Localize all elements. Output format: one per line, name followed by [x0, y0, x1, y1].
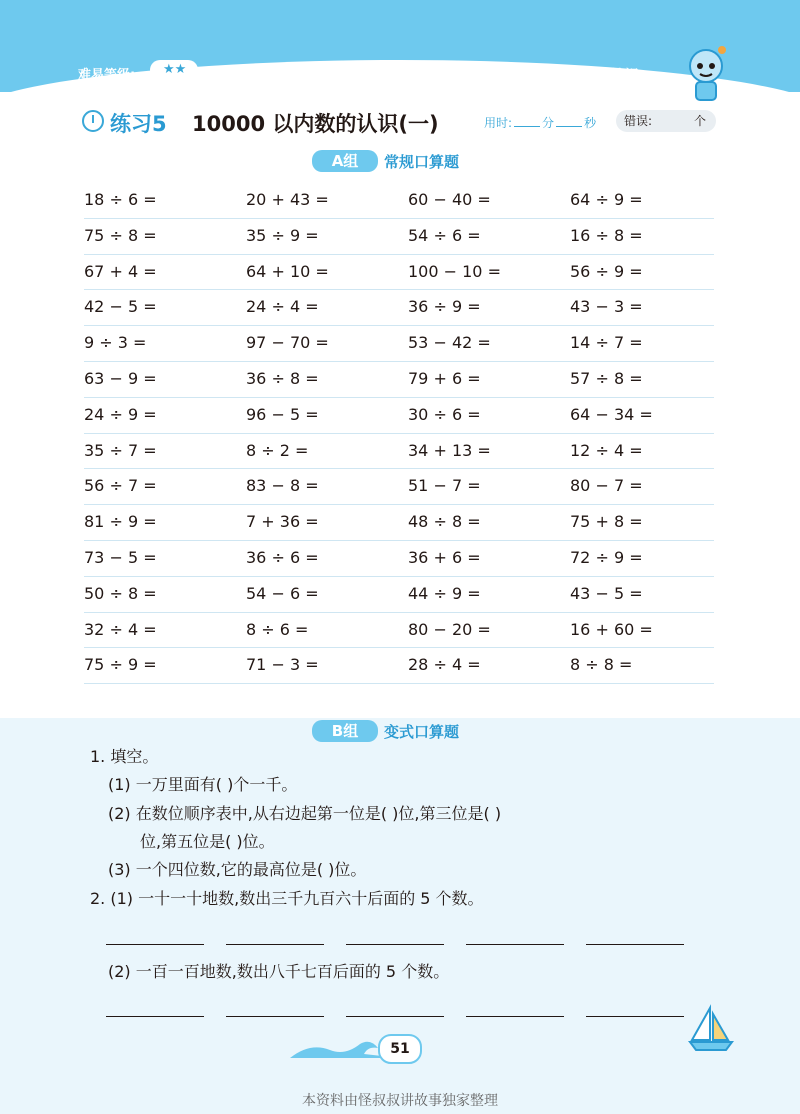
question-2-1: 2. (1) 一十一十地数,数出三千九百六十后面的 5 个数。	[90, 889, 484, 908]
group-b-name: 变式口算题	[384, 723, 460, 741]
answer-blank[interactable]	[106, 1016, 204, 1017]
question-1-2b: 位,第五位是( )位。	[140, 832, 275, 851]
problem-row	[84, 434, 714, 470]
arithmetic-problem: 64 ÷ 9 =	[570, 190, 643, 209]
group-b-badge: B组	[312, 720, 378, 742]
arithmetic-problem: 60 − 40 =	[408, 190, 491, 209]
arithmetic-problem: 72 ÷ 9 =	[570, 547, 643, 567]
arithmetic-problem: 75 + 8 =	[570, 512, 643, 532]
answer-blank[interactable]	[586, 944, 684, 945]
arithmetic-problem: 50 ÷ 8 =	[84, 583, 157, 603]
error-label: 错误:	[624, 114, 653, 128]
question-1-3: (3) 一个四位数,它的最高位是( )位。	[108, 860, 367, 879]
arithmetic-problem: 36 ÷ 8 =	[246, 368, 319, 388]
arithmetic-problem: 35 ÷ 9 =	[246, 225, 319, 245]
answer-blank[interactable]	[586, 1016, 684, 1017]
exercise-label: 练习5	[110, 112, 167, 136]
arithmetic-problem: 57 ÷ 8 =	[570, 368, 643, 388]
arithmetic-problem: 30 ÷ 6 =	[408, 404, 481, 424]
question-2-2: (2) 一百一百地数,数出八千七百后面的 5 个数。	[108, 962, 450, 981]
arithmetic-problem: 67 + 4 =	[84, 261, 157, 281]
arithmetic-problem: 44 ÷ 9 =	[408, 583, 481, 603]
answer-lines-2-2	[106, 1016, 686, 1018]
sailboat-icon	[686, 1004, 736, 1054]
time-field	[484, 114, 596, 131]
footer-note: 本资料由怪叔叔讲故事独家整理	[302, 1093, 498, 1109]
difficulty-label: 难易等级:	[78, 68, 136, 83]
problem-row	[84, 255, 714, 291]
problem-row	[84, 183, 714, 219]
minute-label: 分	[542, 116, 555, 130]
arithmetic-problem: 56 ÷ 7 =	[84, 476, 157, 496]
answer-blank[interactable]	[226, 944, 324, 945]
arithmetic-problem: 20 + 43 =	[246, 190, 329, 209]
arithmetic-problem: 80 − 7 =	[570, 476, 643, 496]
answer-blank[interactable]	[346, 1016, 444, 1017]
arithmetic-problem: 54 ÷ 6 =	[408, 225, 481, 245]
group-a-name: 常规口算题	[384, 153, 460, 171]
arithmetic-problem: 100 − 10 =	[408, 261, 501, 281]
time-label: 用时:	[484, 116, 513, 130]
arithmetic-problem: 28 ÷ 4 =	[408, 655, 481, 675]
arithmetic-problem: 64 − 34 =	[570, 404, 653, 424]
arithmetic-problem: 34 + 13 =	[408, 440, 491, 460]
arithmetic-problem: 8 ÷ 6 =	[246, 619, 309, 639]
error-unit: 个	[693, 114, 706, 128]
arithmetic-problem: 48 ÷ 8 =	[408, 512, 481, 532]
problem-row	[84, 219, 714, 255]
difficulty-stars: ★★	[163, 62, 187, 77]
arithmetic-problem: 43 − 3 =	[570, 297, 643, 317]
problem-row	[84, 613, 714, 649]
arithmetic-problem: 43 − 5 =	[570, 583, 643, 603]
arithmetic-problem: 16 ÷ 8 =	[570, 225, 643, 245]
arithmetic-problem: 51 − 7 =	[408, 476, 481, 496]
arithmetic-problem: 96 − 5 =	[246, 404, 319, 424]
arithmetic-problem: 32 ÷ 4 =	[84, 619, 157, 639]
arithmetic-problem: 75 ÷ 9 =	[84, 655, 157, 675]
second-label: 秒	[584, 116, 597, 130]
arithmetic-problem: 53 − 42 =	[408, 333, 491, 353]
problem-row	[84, 469, 714, 505]
arithmetic-problem: 8 ÷ 8 =	[570, 655, 633, 675]
clock-icon	[82, 110, 104, 132]
minute-blank[interactable]	[514, 126, 540, 127]
arithmetic-problem: 36 + 6 =	[408, 547, 481, 567]
problem-row	[84, 577, 714, 613]
unit-title: 第7单元 万以内数的认识	[484, 68, 640, 83]
problem-row	[84, 398, 714, 434]
arithmetic-problem: 36 ÷ 9 =	[408, 297, 481, 317]
answer-blank[interactable]	[226, 1016, 324, 1017]
arithmetic-problem: 12 ÷ 4 =	[570, 440, 643, 460]
arithmetic-problem: 7 + 36 =	[246, 512, 319, 532]
error-count-field[interactable]	[616, 110, 716, 132]
page-number: 51	[378, 1034, 422, 1064]
exercise-title-row	[82, 108, 722, 138]
arithmetic-problem: 35 ÷ 7 =	[84, 440, 157, 460]
arithmetic-problem: 56 ÷ 9 =	[570, 261, 643, 281]
arithmetic-problem: 42 − 5 =	[84, 297, 157, 317]
arithmetic-problem: 71 − 3 =	[246, 655, 319, 675]
problem-row	[84, 541, 714, 577]
problem-row	[84, 290, 714, 326]
question-1-title: 1. 填空。	[90, 747, 159, 766]
arithmetic-problem: 16 + 60 =	[570, 619, 653, 639]
problem-row	[84, 362, 714, 398]
arithmetic-problem: 18 ÷ 6 =	[84, 190, 157, 209]
question-1-1: (1) 一万里面有( )个一千。	[108, 775, 298, 794]
arithmetic-problem: 80 − 20 =	[408, 619, 491, 639]
arithmetic-grid	[84, 183, 714, 684]
answer-lines-2-1	[106, 944, 686, 946]
arithmetic-problem: 63 − 9 =	[84, 368, 157, 388]
problem-row	[84, 326, 714, 362]
answer-blank[interactable]	[466, 1016, 564, 1017]
answer-blank[interactable]	[346, 944, 444, 945]
arithmetic-problem: 8 ÷ 2 =	[246, 440, 309, 460]
arithmetic-problem: 36 ÷ 6 =	[246, 547, 319, 567]
question-1-2a: (2) 在数位顺序表中,从右边起第一位是( )位,第三位是( )	[108, 804, 502, 823]
problem-row	[84, 505, 714, 541]
arithmetic-problem: 9 ÷ 3 =	[84, 333, 147, 353]
answer-blank[interactable]	[466, 944, 564, 945]
problem-row	[84, 648, 714, 684]
arithmetic-problem: 64 + 10 =	[246, 261, 329, 281]
arithmetic-problem: 97 − 70 =	[246, 333, 329, 353]
arithmetic-problem: 83 − 8 =	[246, 476, 319, 496]
second-blank[interactable]	[556, 126, 582, 127]
arithmetic-problem: 73 − 5 =	[84, 547, 157, 567]
difficulty-cloud	[150, 60, 198, 80]
answer-blank[interactable]	[106, 944, 204, 945]
arithmetic-problem: 14 ÷ 7 =	[570, 333, 643, 353]
exercise-title: 10000 以内数的认识(一)	[192, 112, 439, 136]
arithmetic-problem: 24 ÷ 9 =	[84, 404, 157, 424]
group-a-badge: A组	[312, 150, 378, 172]
arithmetic-problem: 24 ÷ 4 =	[246, 297, 319, 317]
arithmetic-problem: 75 ÷ 8 =	[84, 225, 157, 245]
arithmetic-problem: 79 + 6 =	[408, 368, 481, 388]
mascot-icon	[676, 44, 740, 108]
arithmetic-problem: 54 − 6 =	[246, 583, 319, 603]
arithmetic-problem: 81 ÷ 9 =	[84, 512, 157, 532]
